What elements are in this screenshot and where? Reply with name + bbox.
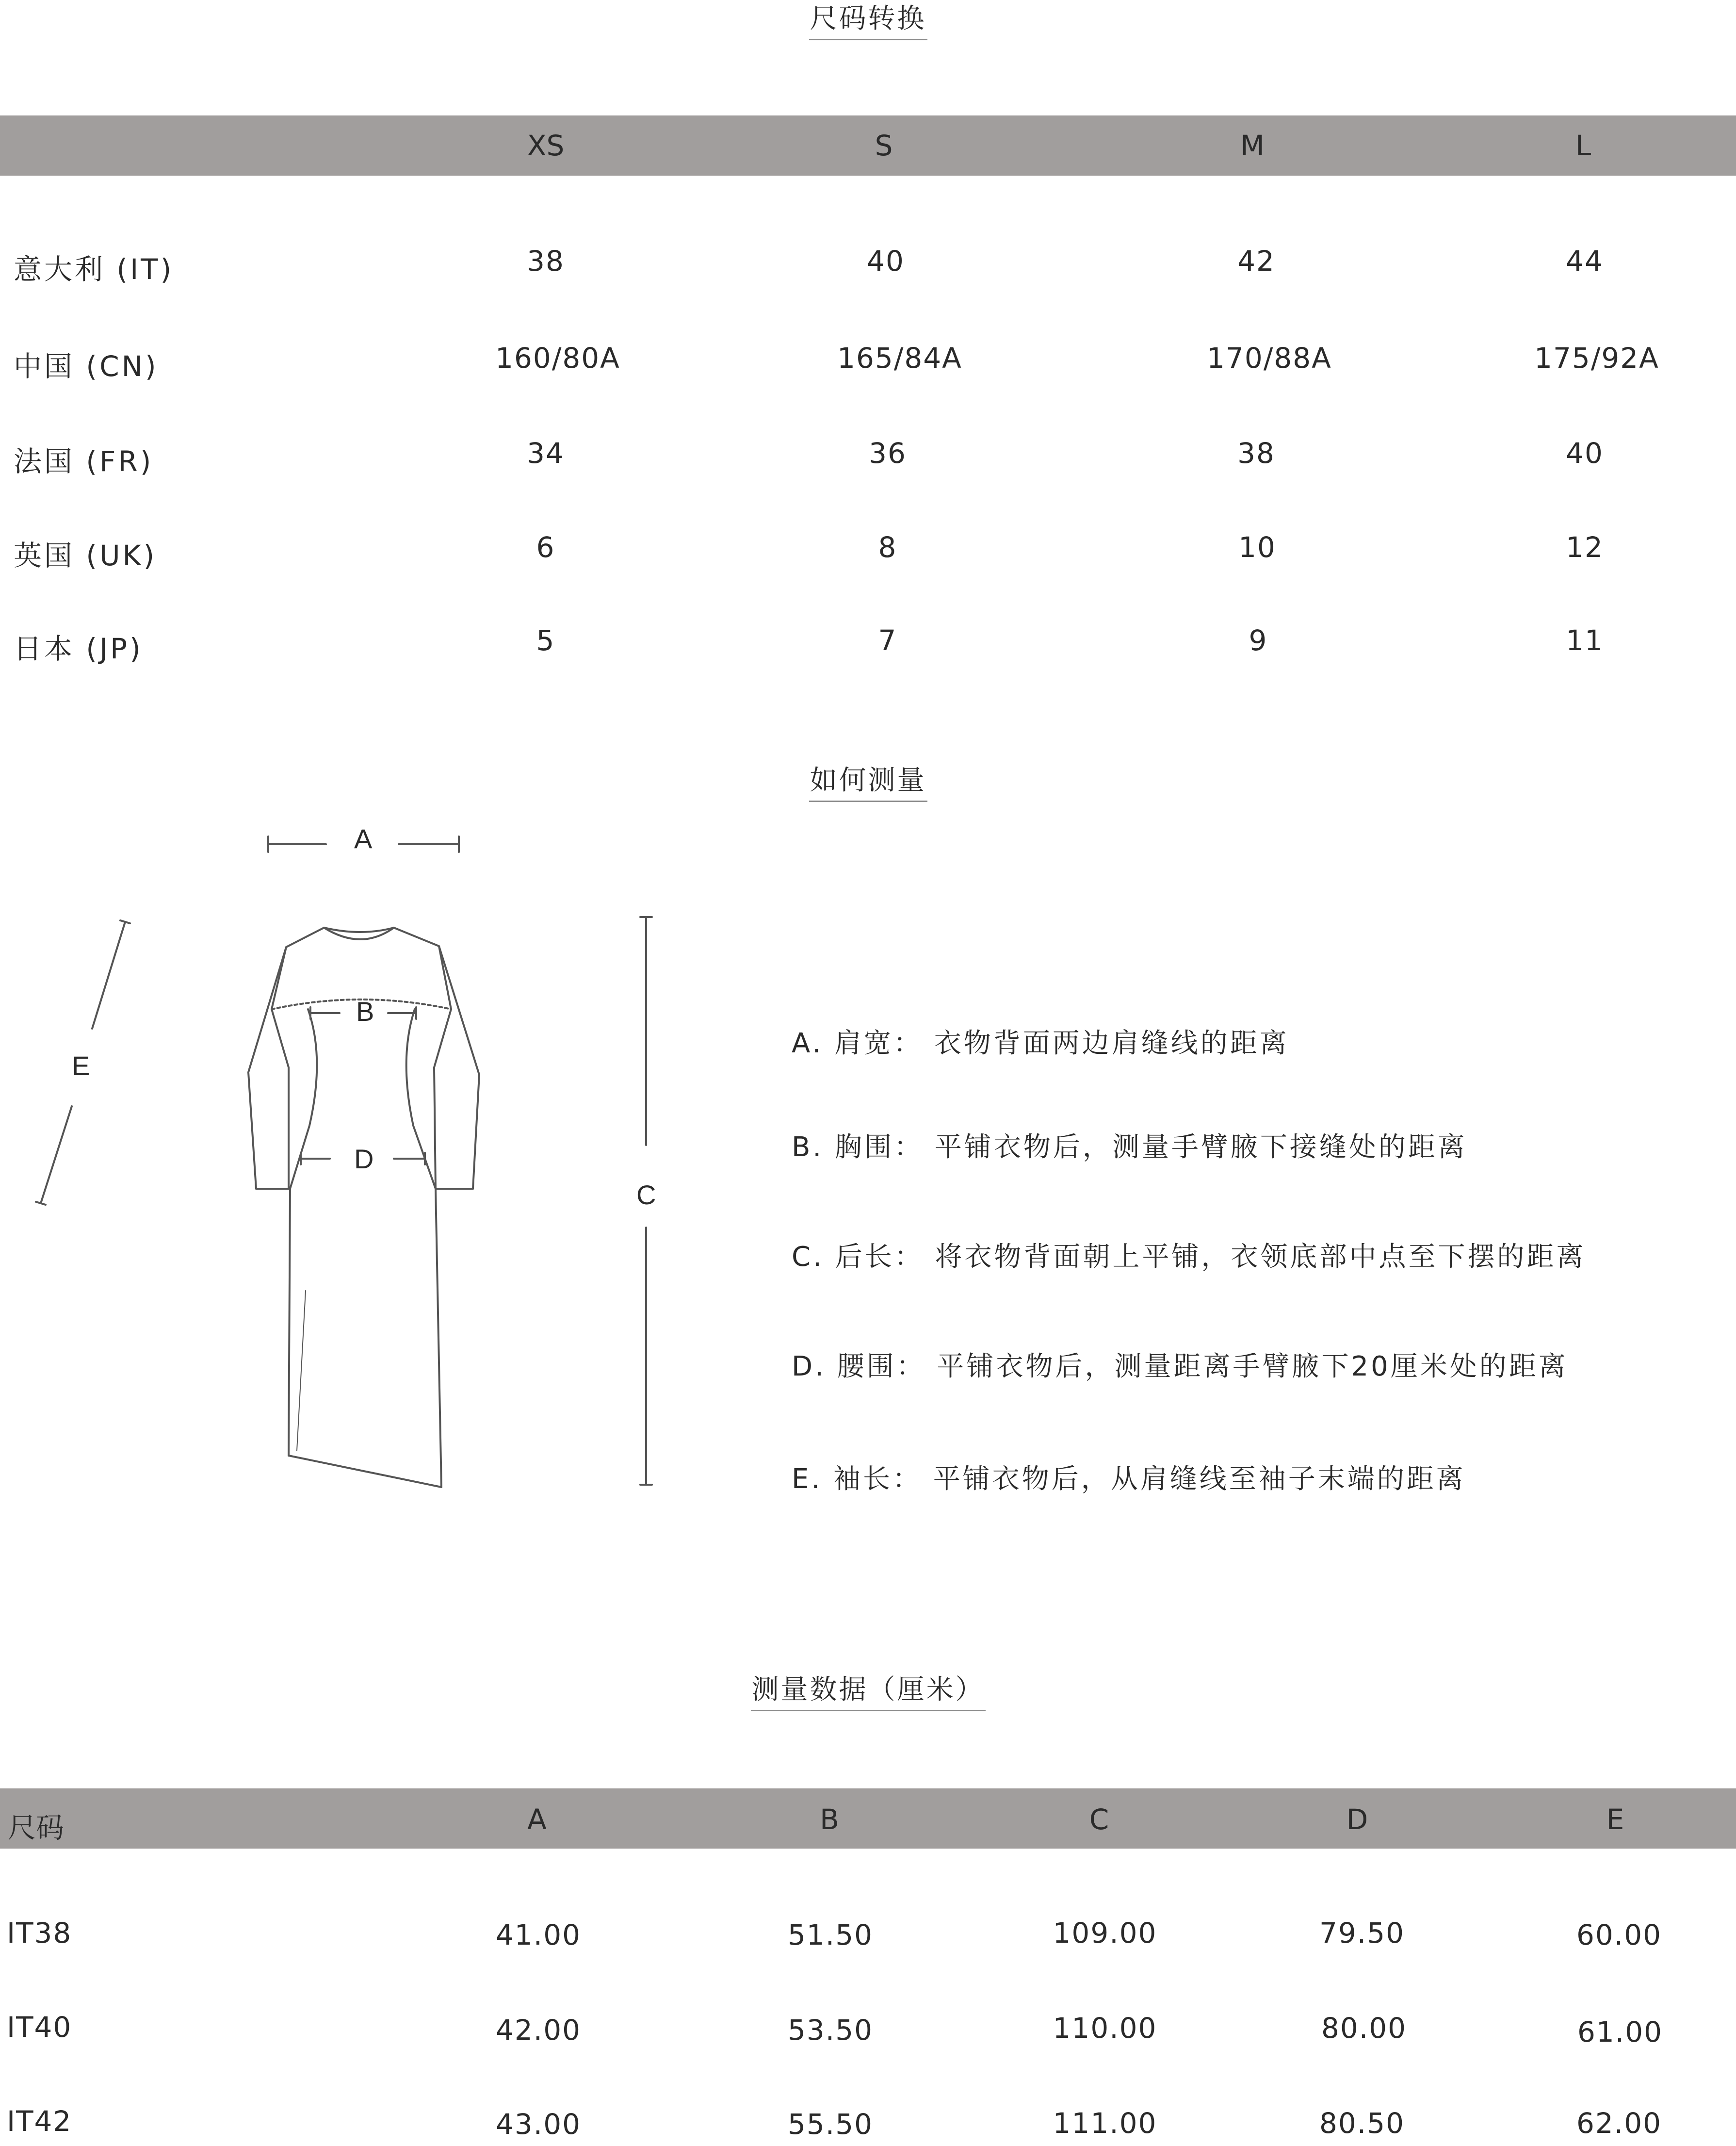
row-label-fr: 法国 (FR)	[14, 445, 154, 478]
row-label-cn: 中国 (CN)	[14, 350, 159, 383]
meas-header-c: C	[1089, 1803, 1109, 1836]
size-conversion-title-text: 尺码转换	[809, 0, 927, 40]
meas-it40-b: 53.50	[787, 2014, 874, 2047]
cell-it-m: 42	[1237, 245, 1275, 278]
cell-it-l: 44	[1566, 245, 1604, 278]
cell-jp-s: 7	[878, 624, 897, 657]
meas-header-b: B	[820, 1803, 839, 1836]
size-header-s: S	[875, 129, 893, 162]
measure-desc-b: B. 胸围： 平铺衣物后，测量手臂腋下接缝处的距离	[792, 1131, 1467, 1163]
cell-fr-m: 38	[1237, 437, 1275, 470]
diagram-label-c: C	[636, 1179, 656, 1210]
cell-uk-xs: 6	[536, 531, 555, 564]
meas-it38-e: 60.00	[1576, 1918, 1662, 1951]
size-header-xs: XS	[527, 129, 565, 162]
meas-it42-c: 111.00	[1053, 2107, 1157, 2140]
meas-row-label-it40: IT40	[7, 2011, 72, 2044]
size-header-m: M	[1240, 129, 1265, 162]
size-header-l: L	[1575, 129, 1591, 162]
meas-it40-e: 61.00	[1577, 2015, 1663, 2048]
cell-fr-l: 40	[1566, 437, 1604, 470]
cell-cn-m: 170/88A	[1207, 342, 1332, 375]
cell-jp-xs: 5	[536, 624, 555, 657]
measurements-title	[0, 1668, 1736, 1711]
meas-it40-c: 110.00	[1053, 2012, 1157, 2045]
size-conversion-title	[0, 0, 1736, 40]
meas-row-label-it42: IT42	[7, 2105, 72, 2138]
meas-it42-b: 55.50	[787, 2108, 874, 2141]
how-to-measure-title-text: 如何测量	[809, 759, 927, 802]
cell-fr-xs: 34	[527, 437, 565, 470]
measure-desc-d: D. 腰围： 平铺衣物后，测量距离手臂腋下20厘米处的距离	[792, 1351, 1568, 1382]
cell-it-xs: 38	[527, 245, 565, 278]
row-label-uk: 英国 (UK)	[14, 539, 157, 572]
cell-fr-s: 36	[869, 437, 907, 470]
meas-header-d: D	[1346, 1803, 1368, 1836]
cell-cn-l: 175/92A	[1534, 342, 1659, 375]
measure-desc-c: C. 后长： 将衣物背面朝上平铺，衣领底部中点至下摆的距离	[792, 1241, 1586, 1273]
meas-header-e: E	[1606, 1803, 1624, 1836]
meas-row-label-it38: IT38	[7, 1917, 72, 1949]
meas-it38-c: 109.00	[1053, 1917, 1157, 1949]
meas-it42-a: 43.00	[495, 2108, 582, 2141]
cell-it-s: 40	[867, 245, 905, 278]
cell-cn-s: 165/84A	[837, 342, 962, 375]
diagram-label-d: D	[354, 1144, 374, 1174]
meas-it42-e: 62.00	[1576, 2107, 1662, 2140]
diagram-label-e: E	[72, 1050, 90, 1081]
meas-it38-d: 79.50	[1319, 1917, 1405, 1949]
cell-uk-s: 8	[878, 531, 897, 564]
row-label-jp: 日本 (JP)	[14, 632, 143, 665]
meas-header-a: A	[527, 1803, 547, 1836]
meas-it40-d: 80.00	[1321, 2012, 1407, 2045]
meas-it38-b: 51.50	[787, 1918, 874, 1951]
meas-it42-d: 80.50	[1319, 2107, 1405, 2140]
diagram-label-a: A	[354, 823, 373, 854]
row-label-it: 意大利 (IT)	[14, 253, 174, 286]
cell-jp-m: 9	[1249, 624, 1268, 657]
diagram-label-b: B	[356, 996, 374, 1027]
meas-it38-a: 41.00	[495, 1918, 582, 1951]
cell-cn-xs: 160/80A	[495, 342, 620, 375]
meas-it40-a: 42.00	[495, 2014, 582, 2047]
measurements-title-text: 测量数据（厘米）	[751, 1668, 986, 1711]
cell-jp-l: 11	[1566, 624, 1604, 657]
meas-header-size: 尺码	[8, 1811, 65, 1844]
cell-uk-m: 10	[1238, 531, 1276, 564]
measure-desc-e: E. 袖长： 平铺衣物后，从肩缝线至袖子末端的距离	[792, 1463, 1466, 1495]
measure-desc-a: A. 肩宽： 衣物背面两边肩缝线的距离	[792, 1028, 1289, 1059]
how-to-measure-title	[0, 759, 1736, 802]
dress-measurement-diagram	[0, 805, 679, 1504]
cell-uk-l: 12	[1566, 531, 1604, 564]
